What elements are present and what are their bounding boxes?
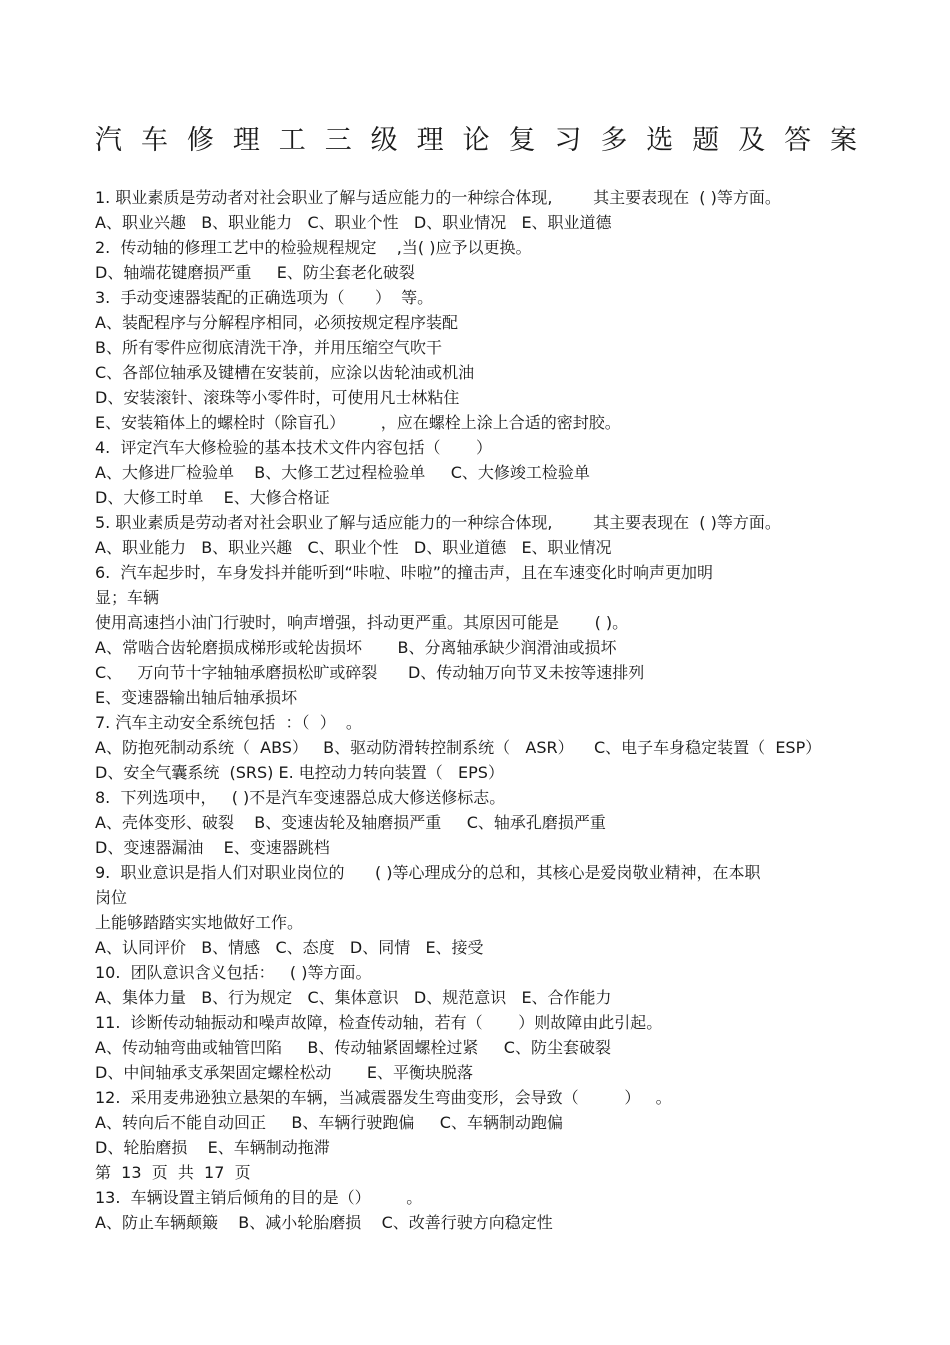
text-line: D、安全气囊系统 (SRS) E. 电控动力转向装置（ EPS） [95, 763, 504, 782]
text-line: D、中间轴承支承架固定螺栓松动 E、平衡块脱落 [95, 1063, 474, 1082]
text-line: 9. 职业意识是指人们对职业岗位的 ( )等心理成分的总和，其核心是爱岗敬业精神，在本职 [95, 863, 761, 882]
text-line: A、转向后不能自动回正 B、车辆行驶跑偏 C、车辆制动跑偏 [95, 1113, 563, 1132]
text-line: E、变速器输出轴后轴承损坏 [95, 688, 298, 707]
title-char: 多 [600, 125, 628, 156]
title-char: 习 [554, 125, 582, 156]
text-line: E、安装箱体上的螺栓时（除盲孔） ，应在螺栓上涂上合适的密封胶。 [95, 413, 621, 432]
text-line: 8. 下列选项中， ( )不是汽车变速器总成大修送修标志。 [95, 788, 506, 807]
title-char: 理 [416, 125, 444, 156]
title-char: 题 [692, 125, 720, 156]
title-char: 案 [830, 125, 857, 156]
text-line: D、大修工时单 E、大修合格证 [95, 488, 330, 507]
text-line: D、变速器漏油 E、变速器跳档 [95, 838, 330, 857]
document-title [95, 122, 857, 160]
title-char: 及 [738, 125, 766, 156]
text-line: 7. 汽车主动安全系统包括 ：（ ） 。 [95, 713, 362, 732]
text-line: B、所有零件应彻底清洗干净，并用压缩空气吹干 [95, 338, 442, 357]
text-line: A、常啮合齿轮磨损成梯形或轮齿损坏 B、分离轴承缺少润滑油或损坏 [95, 638, 617, 657]
title-char: 修 [186, 125, 214, 156]
title-char: 复 [508, 125, 536, 156]
title-char: 三 [324, 125, 352, 156]
text-line: D、轴端花键磨损严重 E、防尘套老化破裂 [95, 263, 415, 282]
title-char: 选 [646, 125, 674, 156]
title-char: 汽 [95, 125, 122, 156]
text-line: A、大修进厂检验单 B、大修工艺过程检验单 C、大修竣工检验单 [95, 463, 590, 482]
text-line: 3. 手动变速器装配的正确选项为（ ） 等。 [95, 288, 434, 307]
text-line: A、认同评价 B、情感 C、态度 D、同情 E、接受 [95, 938, 484, 957]
text-line: 第 13 页 共 17 页 [95, 1163, 251, 1182]
text-line: 1. 职业素质是劳动者对社会职业了解与适应能力的一种综合体现, 其主要表现在 ( )等方面。 [95, 188, 781, 207]
text-line: 10. 团队意识含义包括： ( )等方面。 [95, 963, 372, 982]
text-line: 5. 职业素质是劳动者对社会职业了解与适应能力的一种综合体现, 其主要表现在 ( )等方面。 [95, 513, 781, 532]
text-line: 岗位 [95, 888, 128, 907]
title-char: 理 [232, 125, 260, 156]
text-line: C、 万向节十字轴轴承磨损松旷或碎裂 D、传动轴万向节叉未按等速排列 [95, 663, 645, 682]
text-line: A、传动轴弯曲或轴管凹陷 B、传动轴紧固螺栓过紧 C、防尘套破裂 [95, 1038, 611, 1057]
title-char: 车 [140, 125, 168, 156]
text-line: 2. 传动轴的修理工艺中的检验规程规定 ,当( )应予以更换。 [95, 238, 532, 257]
text-line: D、安装滚针、滚珠等小零件时，可使用凡士林粘住 [95, 388, 460, 407]
text-line: A、集体力量 B、行为规定 C、集体意识 D、规范意识 E、合作能力 [95, 988, 612, 1007]
title-char: 级 [370, 125, 398, 156]
text-line: 使用高速挡小油门行驶时，响声增强，抖动更严重。其原因可能是 ( )。 [95, 613, 629, 632]
text-line: 12. 采用麦弗逊独立悬架的车辆，当减震器发生弯曲变形，会导致（ ） 。 [95, 1088, 672, 1107]
text-line: A、职业能力 B、职业兴趣 C、职业个性 D、职业道德 E、职业情况 [95, 538, 612, 557]
text-line: 4. 评定汽车大修检验的基本技术文件内容包括（ ） [95, 438, 493, 457]
text-line: C、各部位轴承及键槽在安装前，应涂以齿轮油或机油 [95, 363, 475, 382]
text-line: 上能够踏踏实实地做好工作。 [95, 913, 304, 932]
title-char: 论 [462, 125, 490, 156]
text-line: 13. 车辆设置主销后倾角的目的是（） 。 [95, 1188, 423, 1207]
text-line: 6. 汽车起步时，车身发抖并能听到“咔啦、咔啦”的撞击声，且在车速变化时响声更加明 [95, 563, 714, 582]
text-line: 显；车辆 [95, 588, 160, 607]
title-char: 工 [278, 125, 306, 156]
title-char: 答 [784, 125, 812, 156]
text-line: A、防抱死制动系统（ ABS） B、驱动防滑转控制系统（ ASR） C、电子车身稳定装置（ ESP） [95, 738, 822, 757]
text-line: A、职业兴趣 B、职业能力 C、职业个性 D、职业情况 E、职业道德 [95, 213, 612, 232]
text-line: 11. 诊断传动轴振动和噪声故障，检查传动轴，若有（ ）则故障由此引起。 [95, 1013, 663, 1032]
document-body [95, 185, 875, 1235]
text-line: A、防止车辆颠簸 B、减小轮胎磨损 C、改善行驶方向稳定性 [95, 1213, 553, 1232]
text-line: D、轮胎磨损 E、车辆制动拖滞 [95, 1138, 330, 1157]
text-line: A、壳体变形、破裂 B、变速齿轮及轴磨损严重 C、轴承孔磨损严重 [95, 813, 606, 832]
text-line: A、装配程序与分解程序相同，必须按规定程序装配 [95, 313, 458, 332]
